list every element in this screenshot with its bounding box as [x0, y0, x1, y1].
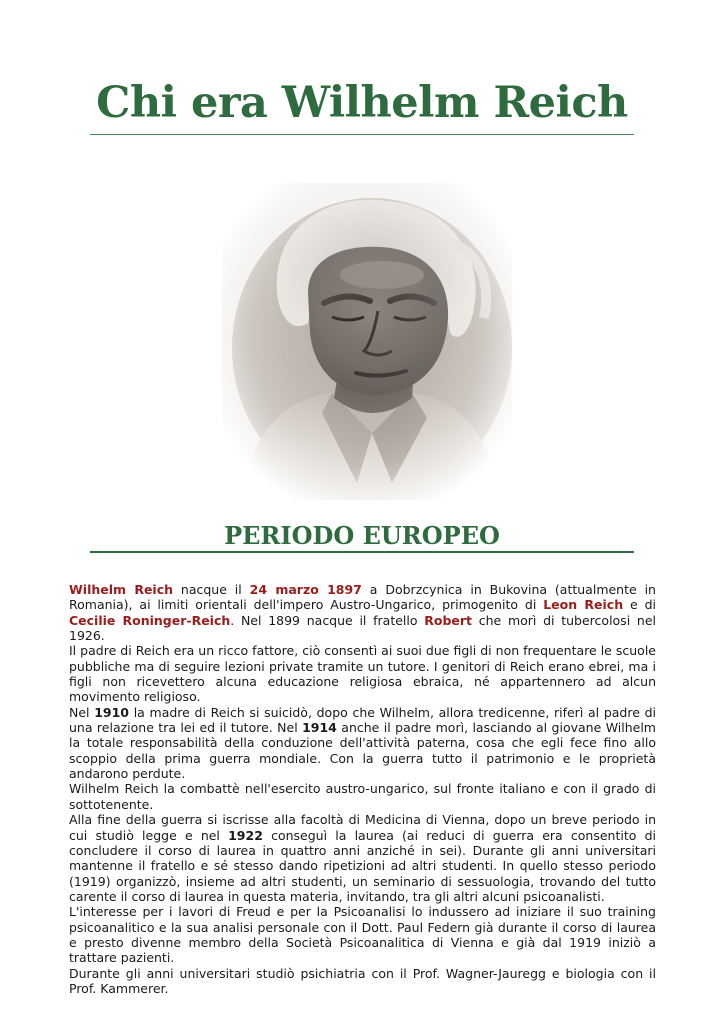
year-1910: 1910 [94, 704, 130, 720]
paragraph-family: Il padre di Reich era un ricco fattore, ciò consentì ai suoi due figli di non frequentare le scuole pubbliche ma di seguire lezioni private tramite un tutore. I genitori di Reich erano ebrei, ma i figli non ricevettero alcuna educazione religiosa ebraica, né appartennero ad alcun movimento religioso. [69, 643, 656, 705]
paragraph-university: Alla fine della guerra si iscrisse alla facoltà di Medicina di Vienna, dopo un breve periodo in cui studiò legge e nel 1922 conseguì la laurea (ai reduci di guerra era consentito di concludere il corso di laurea in quattro anni anziché in sei). Durante gli anni universitari mantenne il fratello e sé stesso dando ripetizioni ad altri studenti. In quello stesso periodo (1919) organizzò, insieme ad altri studenti, un seminario di sessuologia, trovando del tutto carente il corso di laurea in questa materia, invitando, tra gli altri alcuni psicoanalisti. [69, 812, 656, 904]
title-underline [90, 134, 634, 135]
paragraph-war: Wilhelm Reich la combattè nell'esercito austro-ungarico, sul fronte italiano e con il grado di sottotenente. [69, 781, 656, 812]
mother-name-highlight: Cecilie Roninger-Reich [69, 612, 231, 628]
name-highlight: Wilhelm Reich [69, 582, 174, 597]
year-1914: 1914 [302, 720, 337, 736]
paragraph-birth: Wilhelm Reich nacque il 24 marzo 1897 a Dobrzcynica in Bukovina (attualmente in Romania), ai limiti orientali dell'impero Austro-Ungarico, primogenito di Leon Reich e di Cecilie Roninger-Reich. Nel 1899 nacque il fratello Robert che morì di tubercolosi nel 1926. [69, 582, 656, 644]
section-underline [90, 551, 634, 553]
birth-date-highlight: 24 marzo 1897 [249, 582, 362, 597]
year-1922: 1922 [228, 827, 263, 843]
article-body [69, 582, 656, 996]
page-title: Chi era Wilhelm Reich [96, 78, 628, 128]
father-name-highlight: Leon Reich [543, 597, 624, 613]
paragraph-parents-death: Nel 1910 la madre di Reich si suicidò, dopo che Wilhelm, allora tredicenne, riferì al padre di una relazione tra lei ed il tutore. Nel 1914 anche il padre morì, lasciando al giovane Wilhelm la totale responsabilità della conduzione dell'attività paterna, cosa che egli fece fino allo scoppio della prima guerra mondiale. Con la guerra tutto il patrimonio e le proprietà andarono perdute. [69, 704, 656, 782]
section-heading: PERIODO EUROPEO [224, 521, 500, 550]
brother-name-highlight: Robert [424, 612, 473, 628]
portrait-photo [222, 183, 512, 500]
paragraph-psychoanalysis: L'interesse per i lavori di Freud e per la Psicoanalisi lo indussero ad iniziare il suo training psicoanalitico e la sua analisi personale con il Dott. Paul Federn già durante il corso di laurea e presto divenne membro della Società Psicoanalitica di Vienna e già dal 1919 iniziò a trattare pazienti. [69, 904, 656, 966]
paragraph-studies: Durante gli anni universitari studiò psichiatria con il Prof. Wagner-Jauregg e biologia con il Prof. Kammerer. [69, 965, 656, 996]
